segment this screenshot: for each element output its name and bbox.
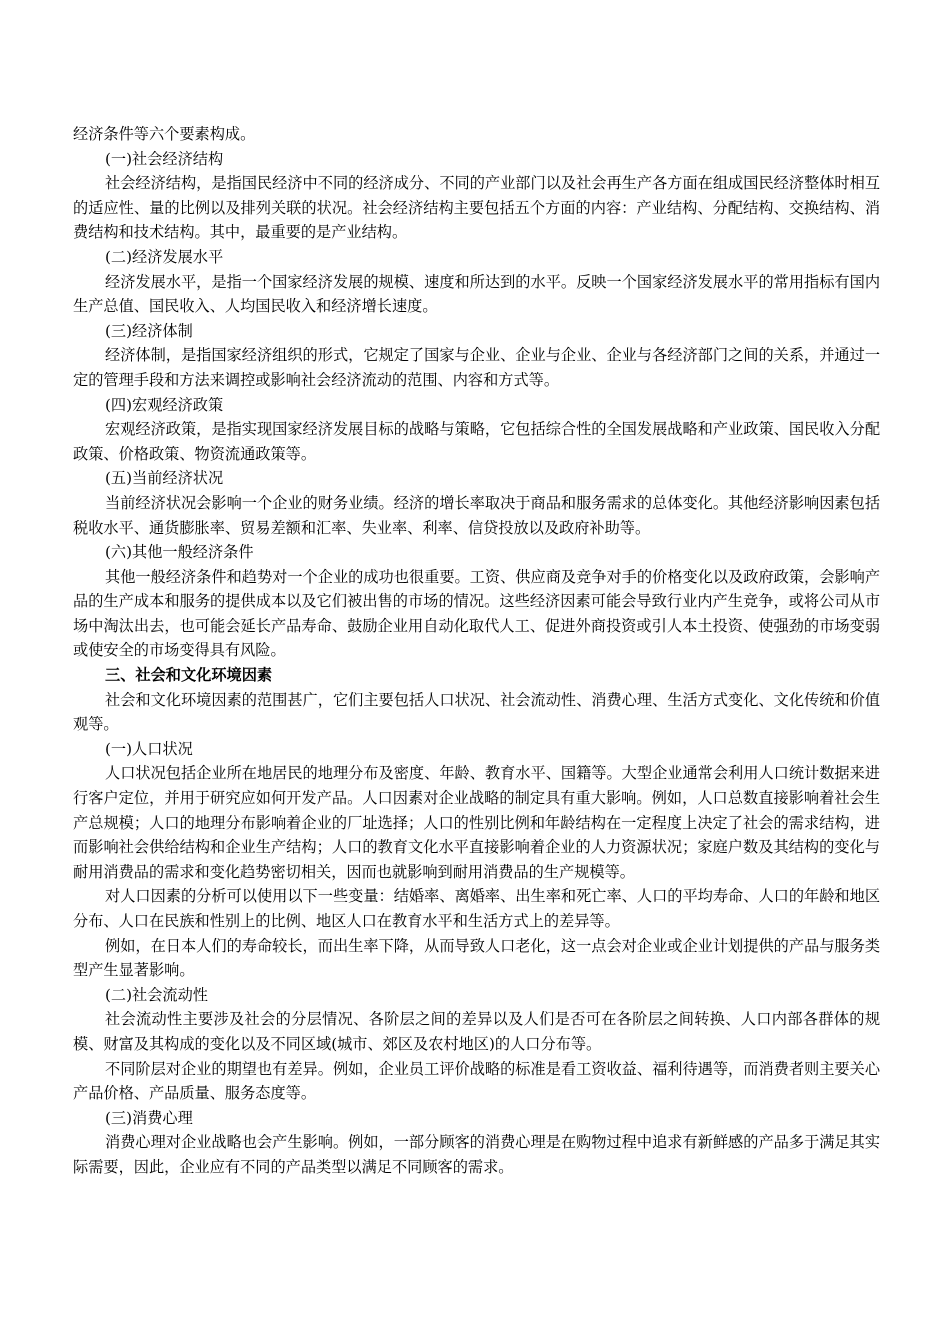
paragraph-continuation: 经济条件等六个要素构成。 bbox=[73, 125, 256, 143]
body-paragraph: 社会流动性主要涉及社会的分层情况、各阶层之间的差异以及人们是否可在各阶层之间转换、人口内部各群体的规模、财富及其构成的变化以及不同区域(城市、郊区及农村地区)的人口分布等。 bbox=[73, 1010, 880, 1053]
body-paragraph: 例如，在日本人们的寿命较长，而出生率下降，从而导致人口老化，这一点会对企业或企业计划提供的产品与服务类型产生显著影响。 bbox=[73, 936, 880, 980]
body-paragraph: 社会经济结构，是指国民经济中不同的经济成分、不同的产业部门以及社会再生产各方面在组成国民经济整体时相互的适应性、量的比例以及排列关联的状况。社会经济结构主要包括五个方面的内容：产业结构、分配结构、交换结构、消费结构和技术结构。其中，最重要的是产业结构。 bbox=[73, 174, 880, 242]
body-paragraph: 对人口因素的分析可以使用以下一些变量：结婚率、离婚率、出生率和死亡率、人口的平均寿命、人口的年龄和地区分布、人口在民族和性别上的比例、地区人口在教育水平和生活方式上的差异等。 bbox=[73, 887, 880, 930]
body-paragraph: 经济体制，是指国家经济组织的形式，它规定了国家与企业、企业与企业、企业与各经济部门之间的关系，并通过一定的管理手段和方法来调控或影响社会经济流动的范围、内容和方式等。 bbox=[73, 346, 880, 389]
subsection-heading: (四)宏观经济政策 bbox=[105, 395, 224, 414]
body-paragraph: 人口状况包括企业所在地居民的地理分布及密度、年龄、教育水平、国籍等。大型企业通常会利用人口统计数据来进行客户定位，并用于研究应如何开发产品。人口因素对企业战略的制定具有重大影响。例如，人口总数直接影响着社会生产总规模；人口的地理分布影响着企业的厂址选择；人口的性别比例和年龄结构在一定程度上决定了社会的需求结构，进而影响社会供给结构和企业生产结构；人口的教育文化水平直接影响着企业的人力资源状况；家庭户数及其结构的变化与耐用消费品的需求和变化趋势密切相关，因而也就影响到耐用消费品的生产规模等。 bbox=[73, 764, 880, 881]
subsection-heading: (二)经济发展水平 bbox=[105, 247, 224, 266]
subsection-heading: (二)社会流动性 bbox=[105, 985, 208, 1004]
body-paragraph: 当前经济状况会影响一个企业的财务业绩。经济的增长率取决于商品和服务需求的总体变化。其他经济影响因素包括税收水平、通货膨胀率、贸易差额和汇率、失业率、利率、信贷投放以及政府补助等。 bbox=[73, 493, 880, 537]
subsection-heading: (六)其他一般经济条件 bbox=[105, 543, 254, 562]
body-paragraph: 宏观经济政策，是指实现国家经济发展目标的战略与策略，它包括综合性的全国发展战略和产业政策、国民收入分配政策、价格政策、物资流通政策等。 bbox=[73, 420, 880, 463]
document-page bbox=[73, 122, 880, 1180]
body-paragraph: 社会和文化环境因素的范围甚广，它们主要包括人口状况、社会流动性、消费心理、生活方式变化、文化传统和价值观等。 bbox=[73, 690, 880, 734]
subsection-heading: (一)社会经济结构 bbox=[105, 149, 224, 168]
subsection-heading: (五)当前经济状况 bbox=[105, 469, 224, 488]
subsection-heading: (一)人口状况 bbox=[105, 739, 193, 758]
section-heading: 三、社会和文化环境因素 bbox=[105, 666, 273, 685]
subsection-heading: (三)经济体制 bbox=[105, 321, 193, 340]
body-paragraph: 其他一般经济条件和趋势对一个企业的成功也很重要。工资、供应商及竞争对手的价格变化以及政府政策，会影响产品的生产成本和服务的提供成本以及它们被出售的市场的情况。这些经济因素可能会导致行业内产生竞争，或将公司从市场中淘汰出去，也可能会延长产品寿命、鼓励企业用自动化取代人工、促进外商投资或引人本土投资、使强劲的市场变弱或使安全的市场变得具有风险。 bbox=[73, 567, 880, 660]
body-paragraph: 消费心理对企业战略也会产生影响。例如，一部分顾客的消费心理是在购物过程中追求有新鲜感的产品多于满足其实际需要，因此，企业应有不同的产品类型以满足不同顾客的需求。 bbox=[73, 1133, 880, 1176]
subsection-heading: (三)消费心理 bbox=[105, 1108, 193, 1127]
body-paragraph: 经济发展水平，是指一个国家经济发展的规模、速度和所达到的水平。反映一个国家经济发展水平的常用指标有国内生产总值、国民收入、人均国民收入和经济增长速度。 bbox=[73, 272, 880, 316]
body-paragraph: 不同阶层对企业的期望也有差异。例如，企业员工评价战略的标准是看工资收益、福利待遇等，而消费者则主要关心产品价格、产品质量、服务态度等。 bbox=[73, 1059, 880, 1103]
